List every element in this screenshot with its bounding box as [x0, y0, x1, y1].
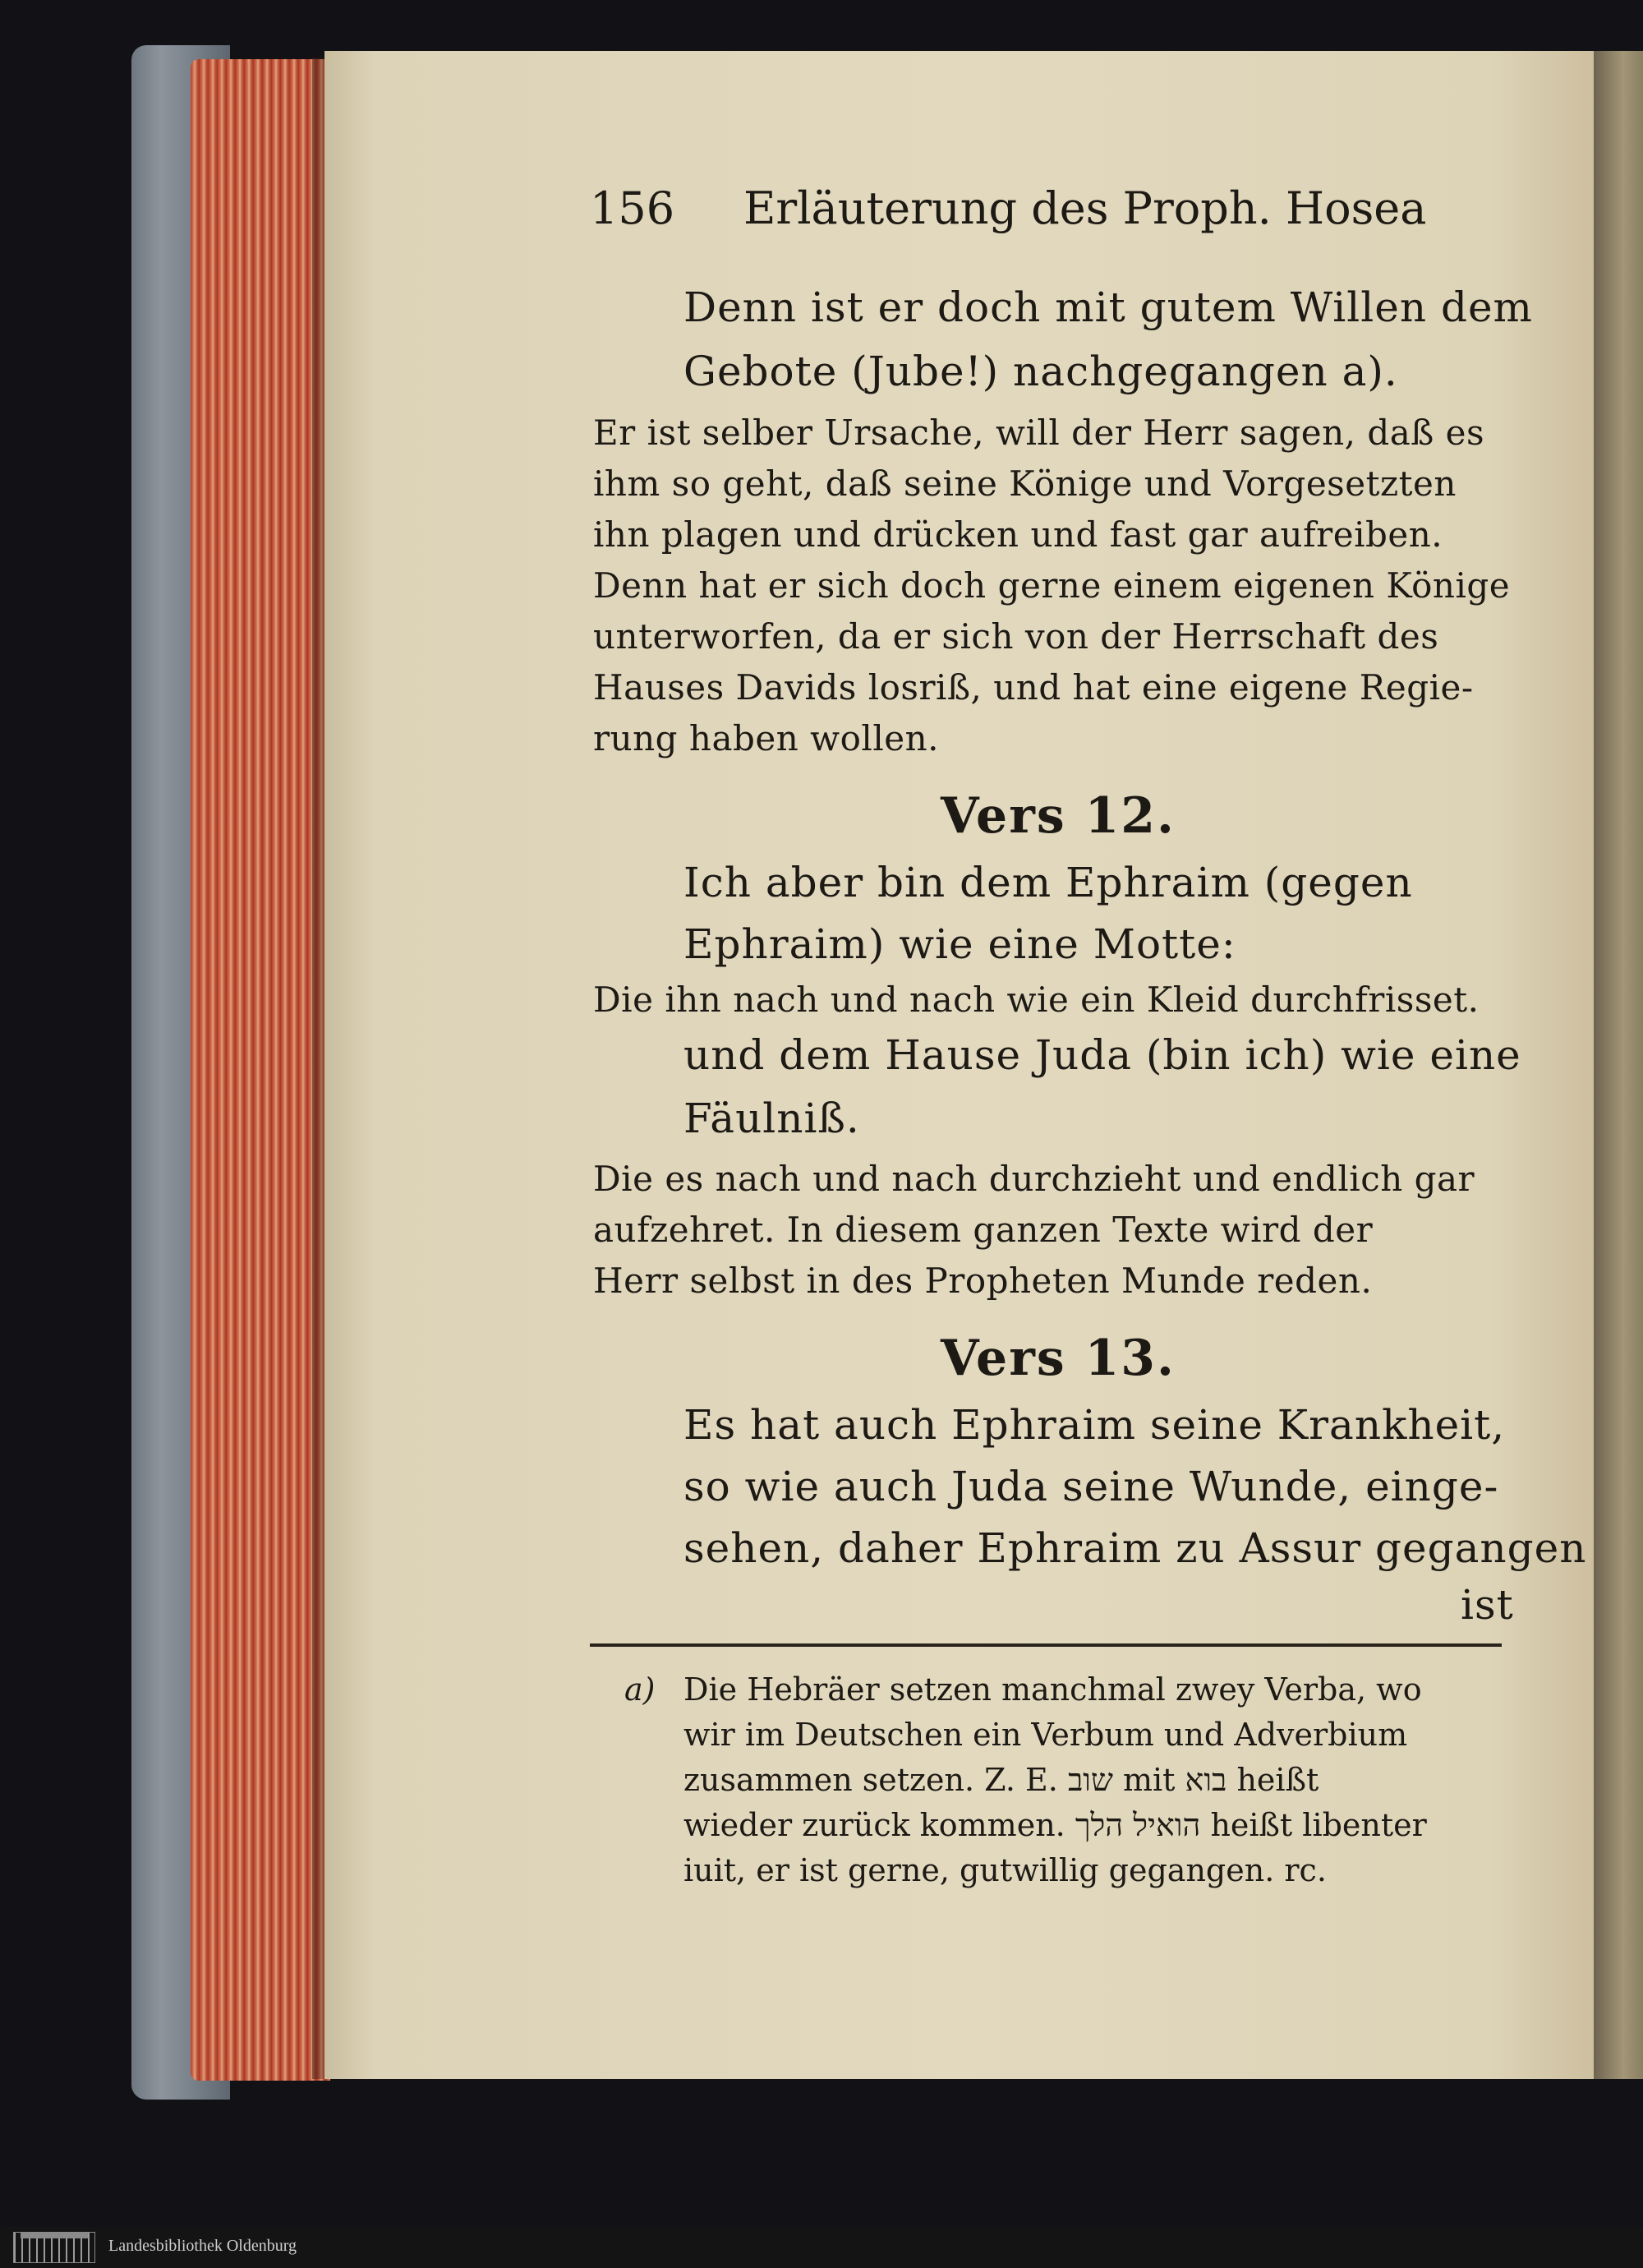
footnote-line: wir im Deutschen ein Verbum und Adverbium — [683, 1717, 1408, 1753]
comment-line: aufzehret. In diesem ganzen Texte wird der — [593, 1210, 1374, 1250]
verse-13-heading: Vers 13. — [941, 1330, 1176, 1387]
comment-line: Die es nach und nach durchzieht und endlich gar — [593, 1159, 1475, 1199]
facing-page — [1594, 51, 1643, 2079]
library-logo-icon — [13, 2232, 95, 2263]
footnote-line: iuit, er ist gerne, gutwillig gegangen. rc. — [683, 1852, 1327, 1888]
page-number: 156 — [590, 182, 675, 234]
footnote-marker: a) — [624, 1671, 656, 1708]
comment-line: Herr selbst in des Propheten Munde reden. — [593, 1261, 1373, 1301]
verse-11-line-2: Gebote (Jube!) nachgegangen a). — [683, 348, 1398, 395]
verse-13-line: so wie auch Juda seine Wunde, einge- — [683, 1463, 1499, 1510]
verse-11-line-1: Denn ist er doch mit gutem Willen dem — [683, 284, 1533, 331]
comment-line: ihm so geht, daß seine Könige und Vorgesetzten — [593, 463, 1457, 504]
verse-12-line-1: Ich aber bin dem Ephraim (gegen — [683, 859, 1413, 906]
footnote-line: Die Hebräer setzen manchmal zwey Verba, wo — [683, 1671, 1422, 1708]
verse-12-line-2: Ephraim) wie eine Motte: — [683, 920, 1236, 968]
comment-line: Er ist selber Ursache, will der Herr sagen, daß es — [593, 413, 1485, 453]
comment-line: rung haben wollen. — [593, 718, 940, 758]
verse-12-line-3: und dem Hause Juda (bin ich) wie eine — [683, 1031, 1521, 1079]
footnote-line: wieder zurück kommen. הואיל הלך heißt libenter — [683, 1807, 1427, 1843]
footnote-line: zusammen setzen. Z. E. שוב mit בוא heißt — [683, 1762, 1319, 1798]
verse-13-line: Es hat auch Ephraim seine Krankheit, — [683, 1401, 1506, 1449]
verse-12-line-4: Fäulniß. — [683, 1095, 860, 1142]
verse-13-line: sehen, daher Ephraim zu Assur gegangen — [683, 1524, 1587, 1572]
comment-line: unterworfen, da er sich von der Herrschaft des — [593, 616, 1439, 657]
comment-line: Hauses Davids losriß, und hat eine eigene Regie- — [593, 667, 1474, 708]
catchword: ist — [1461, 1581, 1514, 1629]
page-edges — [191, 59, 330, 2081]
comment-line: Die ihn nach und nach wie ein Kleid durchfrisset. — [593, 980, 1480, 1020]
library-name: Landesbibliothek Oldenburg — [108, 2237, 297, 2255]
comment-line: Denn hat er sich doch gerne einem eigenen Könige — [593, 565, 1511, 606]
comment-line: ihn plagen und drücken und fast gar aufreiben. — [593, 514, 1443, 555]
footnote-rule — [590, 1643, 1502, 1647]
running-title: Erläuterung des Proph. Hosea — [743, 182, 1427, 234]
verse-12-heading: Vers 12. — [941, 787, 1176, 845]
